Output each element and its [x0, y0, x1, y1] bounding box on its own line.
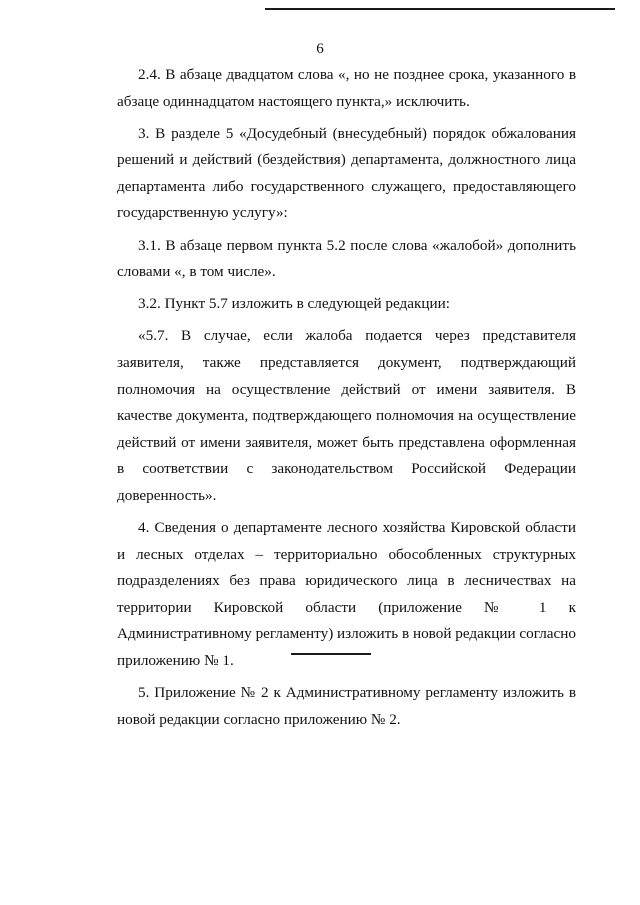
end-of-text-line: [291, 653, 371, 655]
paragraph-3: 3. В разделе 5 «Досудебный (внесудебный) порядок обжалования решений и действий (бездействия) департамента, должностного лица департамента либо государственного служащего, предоставляющего государственную услугу»:: [117, 124, 576, 222]
paragraph-5-7-quote: «5.7. В случае, если жалоба подается через представителя заявителя, также представляется документ, подтверждающий полномочия на осуществление действий от имени заявителя. В качестве документа, подтверждающего полномочия на осуществление действий от имени заявителя, может быть представлена оформленная в соответствии с законодательством Российской Федерации доверенность».: [117, 327, 576, 504]
document-body: [117, 62, 576, 739]
paragraph-5: 5. Приложение № 2 к Административному регламенту изложить в новой редакции согласно приложению № 2.: [117, 684, 576, 728]
paragraph-3-1: 3.1. В абзаце первом пункта 5.2 после слова «жалобой» дополнить словами «, в том числе».: [117, 236, 576, 281]
paragraph-2-4: 2.4. В абзаце двадцатом слова «, но не позднее срока, указанного в абзаце одиннадцатом настоящего пункта,» исключить.: [117, 66, 576, 110]
page-number: 6: [316, 41, 324, 57]
paragraph-3-2: 3.2. Пункт 5.7 изложить в следующей редакции:: [138, 295, 451, 313]
paragraph-4: 4. Сведения о департаменте лесного хозяйства Кировской области и лесных отделах – территориально обособленных структурных подразделениях без права юридического лица в лесничествах на территории Кировской области (приложение № 1 к Административному регламенту) изложить в новой редакции согласно приложению № 1.: [117, 519, 576, 669]
top-divider-line: [265, 8, 615, 10]
